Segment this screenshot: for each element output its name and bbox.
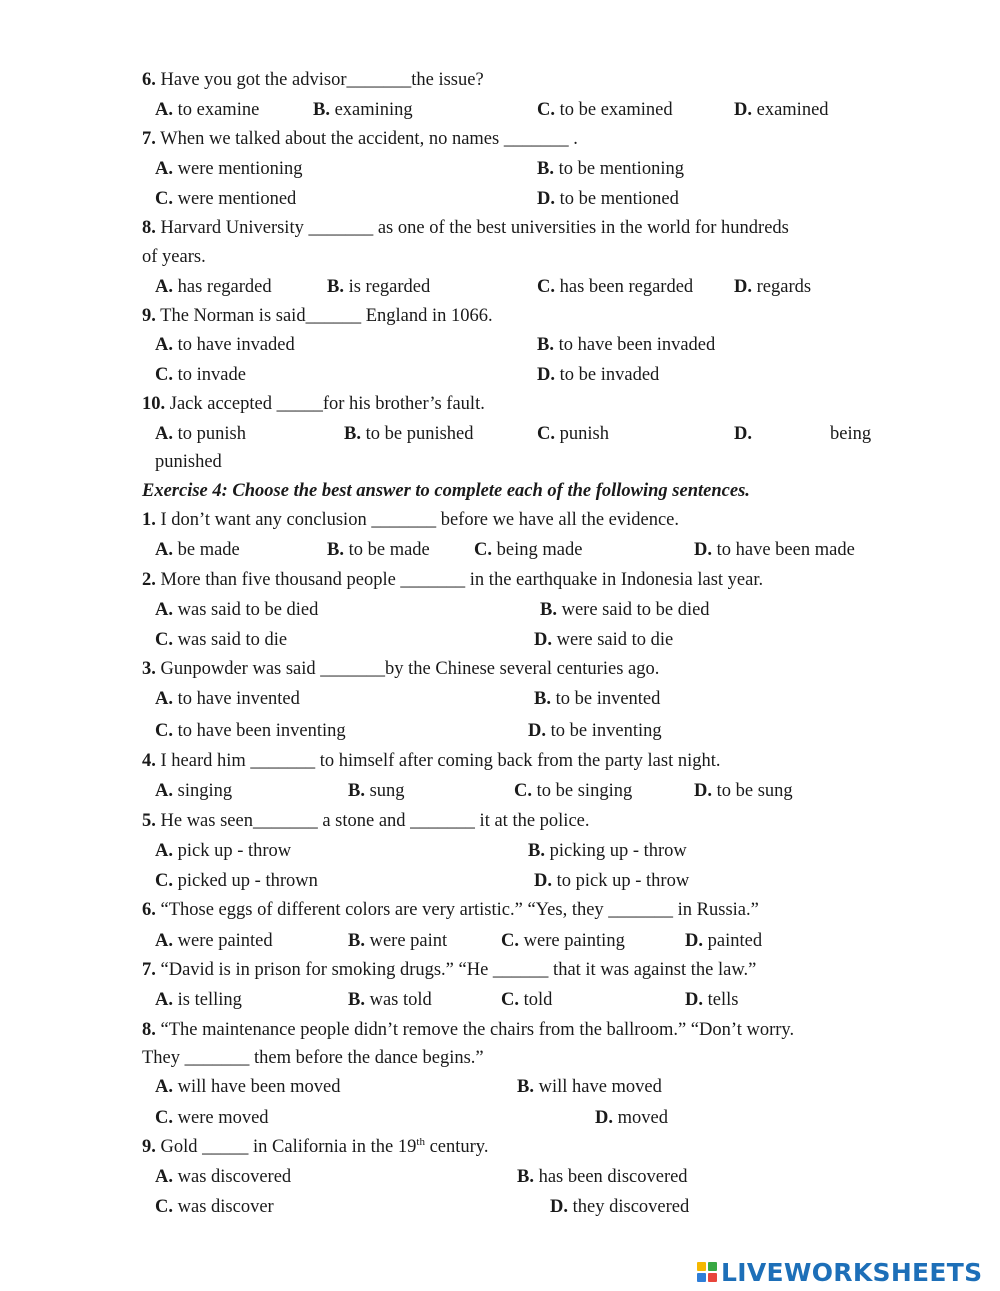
exercise-4-question-3 <box>142 658 659 680</box>
exercise-4-question-7 <box>142 959 756 981</box>
option-c[interactable]: C. to be singing <box>514 781 633 801</box>
option-c[interactable]: C. was said to die <box>155 630 288 650</box>
option-d[interactable]: D. examined <box>734 100 829 120</box>
exercise-4-question-9 <box>142 1136 488 1158</box>
question-text: Have you got the advisor_______the issue? <box>160 70 484 90</box>
option-c[interactable]: C. were moved <box>155 1108 269 1128</box>
option-d[interactable]: D. to be inventing <box>528 721 662 741</box>
option-c[interactable]: C. picked up - thrown <box>155 871 318 891</box>
question-number: 9. <box>142 1137 156 1157</box>
question-text: When we talked about the accident, no names _______ . <box>160 129 578 149</box>
option-a[interactable]: A. pick up - throw <box>155 841 292 861</box>
question-number: 7. <box>142 129 156 149</box>
option-c[interactable]: C. punish <box>537 424 609 444</box>
option-b[interactable]: B. was told <box>348 990 432 1010</box>
question-9 <box>142 305 493 327</box>
option-b[interactable]: B. to be mentioning <box>537 159 684 179</box>
option-a[interactable]: A. be made <box>155 540 240 560</box>
question-number: 7. <box>142 960 156 980</box>
option-a[interactable]: A. was discovered <box>155 1167 292 1187</box>
option-a[interactable]: A. is telling <box>155 990 242 1010</box>
exercise-4-question-1 <box>142 509 679 531</box>
question-number: 8. <box>142 1020 156 1040</box>
question-text: Gunpowder was said _______by the Chinese several centuries ago. <box>160 659 660 679</box>
option-a[interactable]: A. singing <box>155 781 233 801</box>
option-c[interactable]: C. were painting <box>501 931 625 951</box>
option-b[interactable]: B. is regarded <box>327 277 431 297</box>
option-a[interactable]: A. to examine <box>155 100 260 120</box>
option-b[interactable]: B. sung <box>348 781 405 801</box>
question-8-continued: They _______ them before the dance begins.” <box>142 1048 484 1068</box>
question-text: “David is in prison for smoking drugs.” “He ______ that it was against the law.” <box>160 960 757 980</box>
option-c[interactable]: C. to have been inventing <box>155 721 346 741</box>
option-a[interactable]: A. were mentioning <box>155 159 303 179</box>
option-d-text-continued[interactable]: punished <box>155 452 222 472</box>
option-d[interactable]: D. to be sung <box>694 781 793 801</box>
option-d[interactable]: D. moved <box>595 1108 668 1128</box>
question-number: 9. <box>142 306 156 326</box>
option-b[interactable]: B. were said to be died <box>540 600 710 620</box>
question-text: Gold _____ in California in the 19th century. <box>160 1135 489 1157</box>
question-number: 6. <box>142 70 156 90</box>
option-d[interactable]: D. <box>734 424 752 444</box>
option-b[interactable]: B. to be made <box>327 540 430 560</box>
question-text: I heard him _______ to himself after coming back from the party last night. <box>160 751 721 771</box>
option-d-text[interactable]: being <box>830 424 872 444</box>
question-text: Harvard University _______ as one of the best universities in the world for hundreds <box>160 218 789 238</box>
question-text: I don’t want any conclusion _______ before we have all the evidence. <box>160 510 680 530</box>
option-a[interactable]: A. to have invaded <box>155 335 295 355</box>
option-a[interactable]: A. to have invented <box>155 689 300 709</box>
question-10 <box>142 393 485 415</box>
exercise-4-question-8 <box>142 1019 794 1041</box>
option-d[interactable]: D. painted <box>685 931 763 951</box>
question-8-continued: of years. <box>142 247 206 267</box>
question-text: The Norman is said______ England in 1066. <box>160 306 493 326</box>
question-text: Jack accepted _____for his brother’s fault. <box>169 394 485 414</box>
question-number: 10. <box>142 394 166 414</box>
option-a[interactable]: A. to punish <box>155 424 246 444</box>
option-b[interactable]: B. to have been invaded <box>537 335 716 355</box>
question-text: He was seen_______ a stone and _______ it at the police. <box>160 811 590 831</box>
exercise-4-question-4 <box>142 750 721 772</box>
option-d[interactable]: D. to be invaded <box>537 365 660 385</box>
option-a[interactable]: A. will have been moved <box>155 1077 341 1097</box>
exercise-4-question-2 <box>142 569 763 591</box>
option-d[interactable]: D. were said to die <box>534 630 674 650</box>
option-c[interactable]: C. to invade <box>155 365 246 385</box>
question-text: More than five thousand people _______ in the earthquake in Indonesia last year. <box>160 570 764 590</box>
question-number: 2. <box>142 570 156 590</box>
option-b[interactable]: B. to be invented <box>534 689 661 709</box>
option-c[interactable]: C. has been regarded <box>537 277 694 297</box>
option-c[interactable]: C. being made <box>474 540 583 560</box>
logo-mark-icon <box>697 1262 717 1282</box>
option-c[interactable]: C. told <box>501 990 553 1010</box>
option-d[interactable]: D. tells <box>685 990 739 1010</box>
exercise-4-question-6 <box>142 899 759 921</box>
question-text: “Those eggs of different colors are very artistic.” “Yes, they _______ in Russia.” <box>160 900 759 920</box>
option-a[interactable]: A. was said to be died <box>155 600 319 620</box>
option-c[interactable]: C. to be examined <box>537 100 673 120</box>
exercise-4-question-5 <box>142 810 590 832</box>
option-d[interactable]: D. regards <box>734 277 812 297</box>
question-number: 8. <box>142 218 156 238</box>
option-b[interactable]: B. picking up - throw <box>528 841 687 861</box>
question-number: 4. <box>142 751 156 771</box>
question-number: 1. <box>142 510 156 530</box>
question-7 <box>142 128 578 150</box>
option-a[interactable]: A. has regarded <box>155 277 272 297</box>
option-b[interactable]: B. has been discovered <box>517 1167 688 1187</box>
option-d[interactable]: D. to have been made <box>694 540 855 560</box>
question-text: “The maintenance people didn’t remove the chairs from the ballroom.” “Don’t worry. <box>160 1020 795 1040</box>
question-8 <box>142 217 789 239</box>
option-d[interactable]: D. to be mentioned <box>537 189 679 209</box>
option-d[interactable]: D. to pick up - throw <box>534 871 690 891</box>
option-c[interactable]: C. was discover <box>155 1197 274 1217</box>
option-b[interactable]: B. will have moved <box>517 1077 662 1097</box>
option-a[interactable]: A. were painted <box>155 931 273 951</box>
question-6 <box>142 69 484 91</box>
logo-text: LIVEWORKSHEETS <box>721 1257 983 1287</box>
option-d[interactable]: D. they discovered <box>550 1197 690 1217</box>
option-b[interactable]: B. were paint <box>348 931 448 951</box>
liveworksheets-logo[interactable] <box>697 1255 982 1289</box>
option-c[interactable]: C. were mentioned <box>155 189 297 209</box>
question-number: 3. <box>142 659 156 679</box>
option-b[interactable]: B. examining <box>313 100 413 120</box>
question-number: 5. <box>142 811 156 831</box>
exercise-4-heading: Exercise 4: Choose the best answer to complete each of the following sentences. <box>142 481 750 501</box>
question-number: 6. <box>142 900 156 920</box>
option-b[interactable]: B. to be punished <box>344 424 474 444</box>
